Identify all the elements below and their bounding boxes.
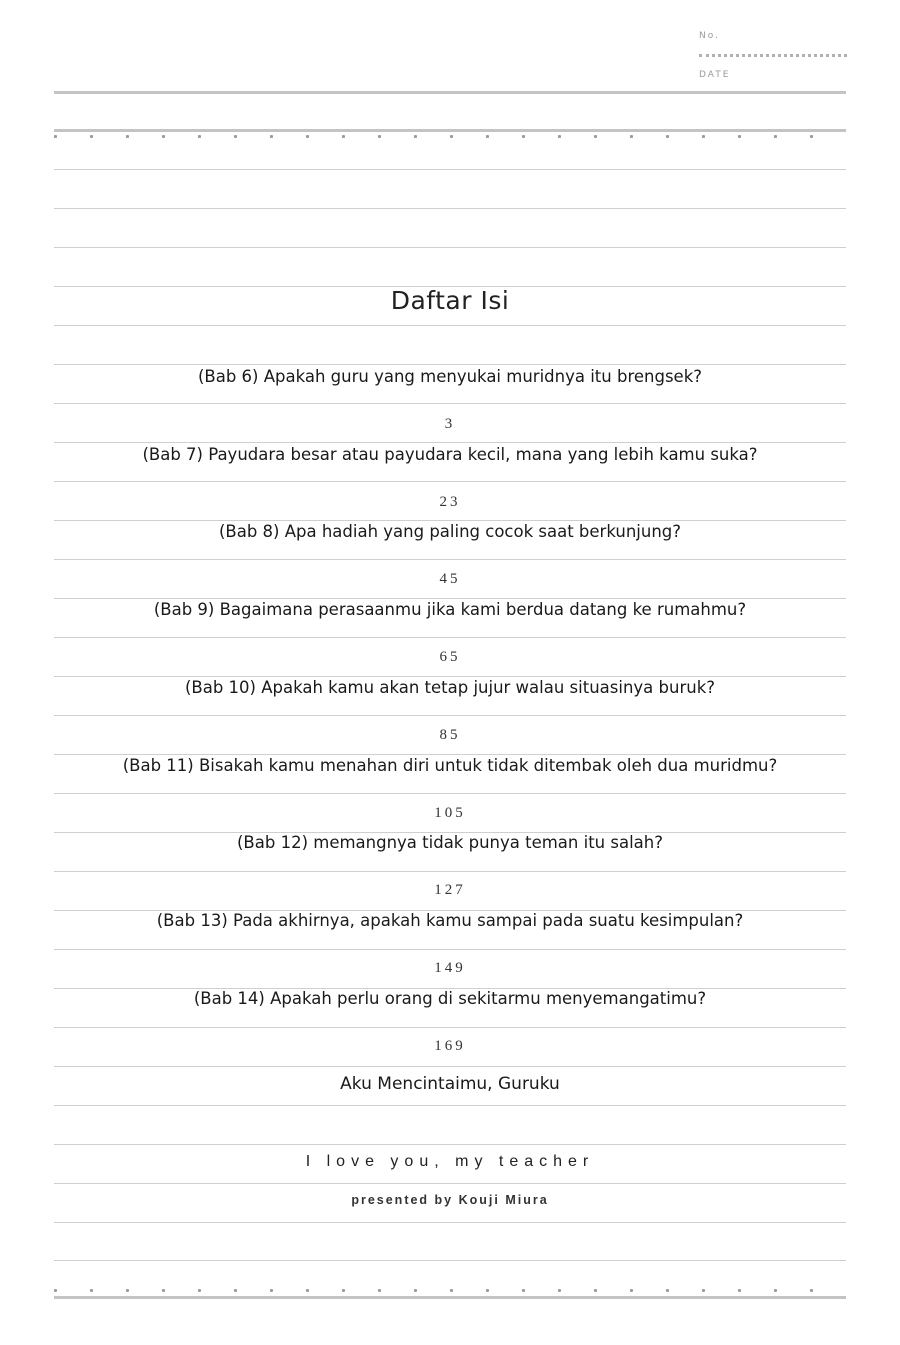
ruled-line <box>54 715 846 716</box>
toc-page-number: 65 <box>439 649 461 666</box>
ruled-line <box>54 481 846 482</box>
toc-page-number: 149 <box>434 959 466 976</box>
ruled-line <box>54 442 846 443</box>
english-title: I love you, my teacher <box>305 1153 595 1170</box>
ruled-line <box>54 247 846 248</box>
date-label: DATE <box>699 70 731 80</box>
toc-chapter-title: (Bab 10) Apakah kamu akan tetap jujur walau situasinya buruk? <box>184 677 716 697</box>
tick-rule-top <box>54 129 846 132</box>
tick-marks-top <box>54 135 846 138</box>
ruled-line <box>54 793 846 794</box>
toc-page-number: 45 <box>439 571 461 588</box>
ruled-line <box>54 559 846 560</box>
ruled-line <box>54 1144 846 1145</box>
toc-page-number: 127 <box>434 882 466 899</box>
ruled-line <box>54 871 846 872</box>
ruled-line <box>54 169 846 170</box>
toc-page-number: 85 <box>439 726 461 743</box>
toc-chapter-title: (Bab 14) Apakah perlu orang di sekitarmu menyemangatimu? <box>193 988 707 1008</box>
toc-chapter-title: (Bab 12) memangnya tidak punya teman itu salah? <box>236 833 663 853</box>
toc-page-number: 169 <box>434 1037 466 1054</box>
ruled-line <box>54 949 846 950</box>
ruled-line <box>54 1066 846 1067</box>
toc-chapter-title: (Bab 13) Pada akhirnya, apakah kamu sampai pada suatu kesimpulan? <box>156 910 744 930</box>
ruled-line <box>54 598 846 599</box>
ruled-line <box>54 520 846 521</box>
ruled-line <box>54 1105 846 1106</box>
bottom-rule <box>54 1296 846 1299</box>
ruled-line <box>54 1260 846 1261</box>
ruled-line <box>54 1183 846 1184</box>
page-title: Daftar Isi <box>390 286 510 315</box>
ruled-line <box>54 403 846 404</box>
ruled-line <box>54 364 846 365</box>
no-field-dotted-line <box>699 54 847 57</box>
ruled-line <box>54 208 846 209</box>
ruled-line <box>54 1222 846 1223</box>
toc-chapter-title: (Bab 9) Bagaimana perasaanmu jika kami berdua datang ke rumahmu? <box>153 600 747 620</box>
ruled-line <box>54 637 846 638</box>
no-label: No. <box>699 31 720 41</box>
author-credit: presented by Kouji Miura <box>351 1193 549 1207</box>
toc-page-number: 3 <box>444 416 456 432</box>
toc-chapter-title: (Bab 11) Bisakah kamu menahan diri untuk tidak ditembak oleh dua muridmu? <box>122 755 778 775</box>
toc-chapter-title: (Bab 6) Apakah guru yang menyukai muridnya itu brengsek? <box>197 367 703 386</box>
tick-marks-bottom <box>54 1289 846 1292</box>
toc-chapter-title: (Bab 7) Payudara besar atau payudara kecil, mana yang lebih kamu suka? <box>142 444 758 464</box>
top-rule <box>54 91 846 94</box>
closing-chapter-title: Aku Mencintaimu, Guruku <box>340 1074 560 1094</box>
ruled-line <box>54 325 846 326</box>
toc-page-number: 23 <box>439 493 461 510</box>
toc-chapter-title: (Bab 8) Apa hadiah yang paling cocok saat berkunjung? <box>218 522 682 542</box>
ruled-line <box>54 1027 846 1028</box>
toc-page-number: 105 <box>434 804 466 821</box>
